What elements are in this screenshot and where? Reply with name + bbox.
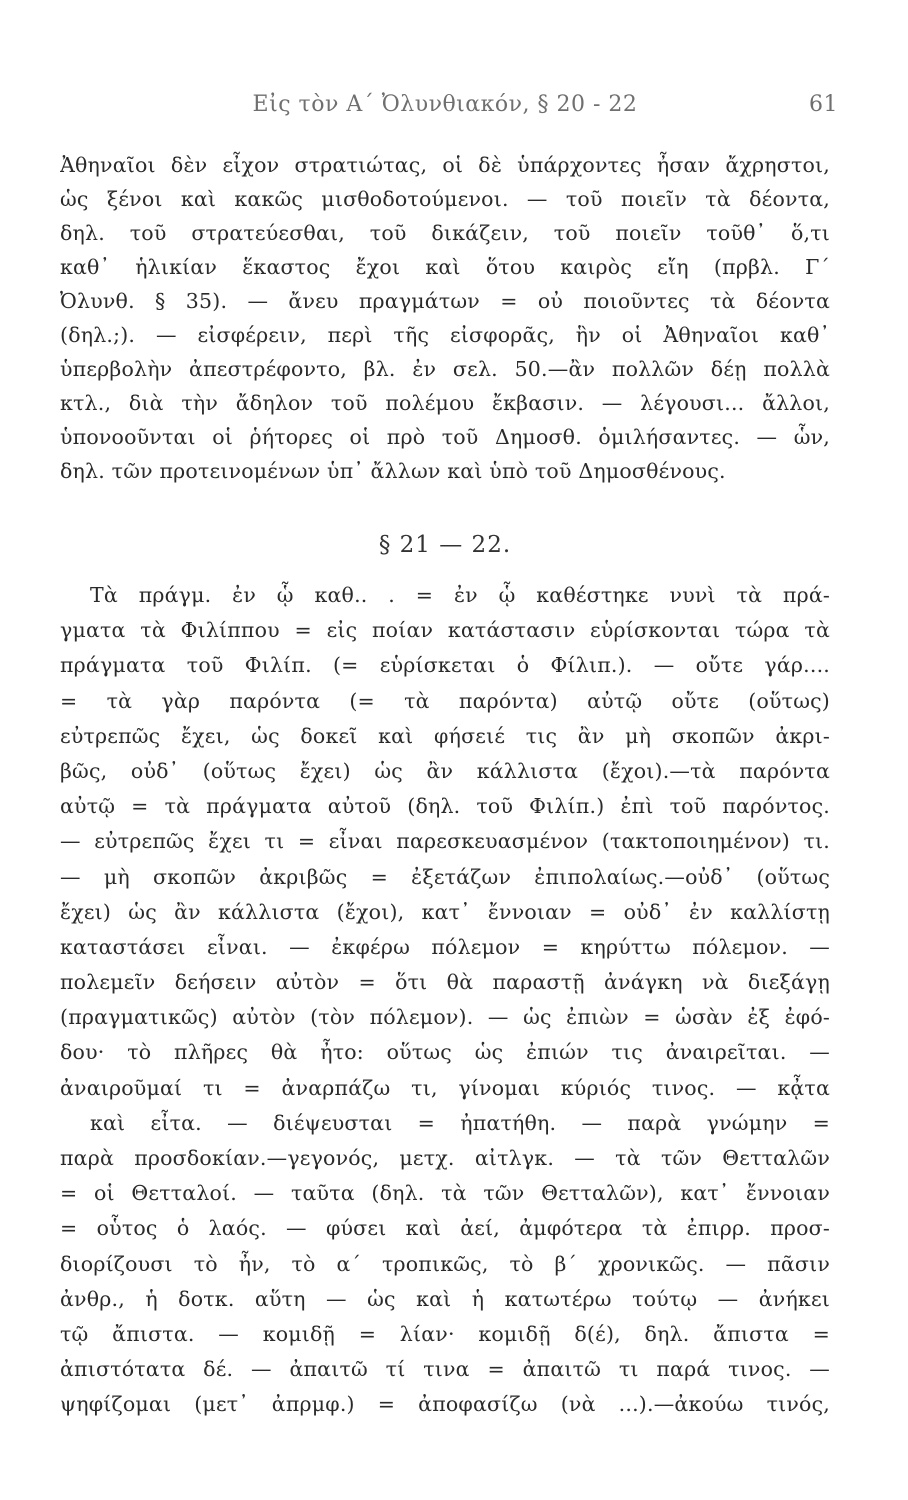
text-line: Ὀλυνθ. § 35). — ἄνευ πραγμάτων = οὐ ποιοῦντες τὰ δέοντα (60, 289, 830, 313)
running-title: Εἰς τὸν Α΄ Ὀλυνθιακόν, § 20 - 22 (252, 92, 638, 117)
text-line: — εὐτρεπῶς ἔχει τι = εἶναι παρεσκευασμένον (τακτοποιημένον) τι. (60, 829, 830, 854)
text-line: Τὰ πράγμ. ἐν ᾧ καθ.. . = ἐν ᾧ καθέστηκε νυνὶ τὰ πρά- (90, 583, 830, 607)
text-line: ὡς ξένοι καὶ κακῶς μισθοδοτούμενοι. — τοῦ ποιεῖν τὰ δέοντα, (60, 187, 830, 211)
text-line: εὐτρεπῶς ἔχει, ὡς δοκεῖ καὶ φήσειέ τις ἂν μὴ σκοπῶν ἀκρι- (60, 723, 830, 748)
text-line: (δηλ.;). — εἰσφέρειν, περὶ τῆς εἰσφορᾶς, ἣν οἱ Ἀθηναῖοι καθ᾿ (60, 323, 830, 347)
text-line: δηλ. τοῦ στρατεύεσθαι, τοῦ δικάζειν, τοῦ ποιεῖν τοῦθ᾿ ὅ,τι (60, 221, 830, 245)
text-line: δου· τὸ πλῆρες θὰ ἦτο: οὕτως ὡς ἐπιών τις ἀναιρεῖται. — (60, 1040, 830, 1065)
commentary-paragraph-2 (60, 578, 830, 1423)
text-line: ἔχει) ὡς ἂν κάλλιστα (ἔχοι), κατ᾿ ἔννοιαν = οὐδ᾿ ἐν καλλίστῃ (60, 899, 830, 924)
text-line: = οὗτος ὁ λαός. — φύσει καὶ ἀεί, ἀμφότερα τὰ ἐπιρρ. προσ- (60, 1216, 830, 1241)
text-line: πράγματα τοῦ Φιλίπ. (= εὑρίσκεται ὁ Φίλιπ.). — οὔτε γάρ.... (60, 653, 830, 678)
text-line: πολεμεῖν δεήσειν αὐτὸν = ὅτι θὰ παραστῇ ἀνάγκη νὰ διεξάγῃ (60, 970, 830, 995)
book-page (60, 0, 838, 1500)
text-line: καταστάσει εἶναι. — ἐκφέρω πόλεμον = κηρύττω πόλεμον. — (60, 934, 830, 959)
text-line: (πραγματικῶς) αὐτὸν (τὸν πόλεμον). — ὡς ἐπιὼν = ὡσὰν ἐξ ἐφό- (60, 1005, 830, 1030)
text-line: βῶς, οὐδ᾿ (οὕτως ἔχει) ὡς ἂν κάλλιστα (ἔχοι).—τὰ παρόντα (60, 758, 830, 783)
text-line: καθ᾿ ἡλικίαν ἕκαστος ἔχοι καὶ ὅτου καιρὸς εἴη (πρβλ. Γ΄ (60, 255, 830, 279)
text-line: δηλ. τῶν προτεινομένων ὑπ᾿ ἄλλων καὶ ὑπὸ τοῦ Δημοσθένους. (60, 459, 726, 483)
text-line: κτλ., διὰ τὴν ἄδηλον τοῦ πολέμου ἔκβασιν. — λέγουσι... ἄλλοι, (60, 391, 830, 415)
section-heading: § 21 — 22. (378, 532, 512, 558)
text-line: = τὰ γὰρ παρόντα (= τὰ παρόντα) αὐτῷ οὔτε (οὕτως) (60, 688, 830, 713)
text-line: Ἀθηναῖοι δὲν εἶχον στρατιώτας, οἱ δὲ ὑπάρχοντες ἦσαν ἄχρηστοι, (60, 153, 830, 177)
text-line: τῷ ἄπιστα. — κομιδῇ = λίαν· κομιδῇ δ(έ), δηλ. ἄπιστα = (60, 1321, 830, 1346)
text-line: ἀπιστότατα δέ. — ἀπαιτῶ τί τινα = ἀπαιτῶ τι παρά τινος. — (60, 1357, 830, 1382)
text-line: διορίζουσι τὸ ἦν, τὸ α΄ τροπικῶς, τὸ β΄ χρονικῶς. — πᾶσιν (60, 1251, 830, 1276)
text-line: καὶ εἶτα. — διέψευσται = ἠπατήθη. — παρὰ γνώμην = (90, 1110, 830, 1135)
text-line: ψηφίζομαι (μετ᾿ ἀπρμφ.) = ἀποφασίζω (νὰ ...).—ἀκούω τινός, (60, 1392, 830, 1417)
text-line: ἀναιροῦμαί τι = ἀναρπάζω τι, γίνομαι κύριός τινος. — κᾆτα (60, 1075, 830, 1100)
text-line: γματα τὰ Φιλίππου = εἰς ποίαν κατάστασιν εὑρίσκονται τώρα τὰ (60, 618, 830, 643)
text-line: = οἱ Θετταλοί. — ταῦτα (δηλ. τὰ τῶν Θετταλῶν), κατ᾿ ἔννοιαν (60, 1181, 830, 1206)
text-line: παρὰ προσδοκίαν.—γεγονός, μετχ. αἰτλγκ. — τὰ τῶν Θετταλῶν (60, 1146, 830, 1170)
page-number: 61 (809, 92, 838, 117)
text-line: ὑπερβολὴν ἀπεστρέφοντο, βλ. ἐν σελ. 50.—ἂν πολλῶν δέῃ πολλὰ (60, 357, 830, 381)
text-line: αὐτῷ = τὰ πράγματα αὐτοῦ (δηλ. τοῦ Φιλίπ.) ἐπὶ τοῦ παρόντος. (60, 794, 830, 819)
text-line: — μὴ σκοπῶν ἀκριβῶς = ἐξετάζων ἐπιπολαίως.—οὐδ᾿ (οὕτως (60, 864, 830, 889)
text-line: ἀνθρ., ἡ δοτκ. αὕτη — ὡς καὶ ἡ κατωτέρω τούτῳ — ἀνήκει (60, 1286, 830, 1311)
text-line: ὑπονοοῦνται οἱ ῥήτορες οἱ πρὸ τοῦ Δημοσθ. ὁμιλήσαντες. — ὧν, (60, 425, 830, 449)
running-head (60, 92, 838, 132)
commentary-paragraph-1 (60, 148, 830, 488)
